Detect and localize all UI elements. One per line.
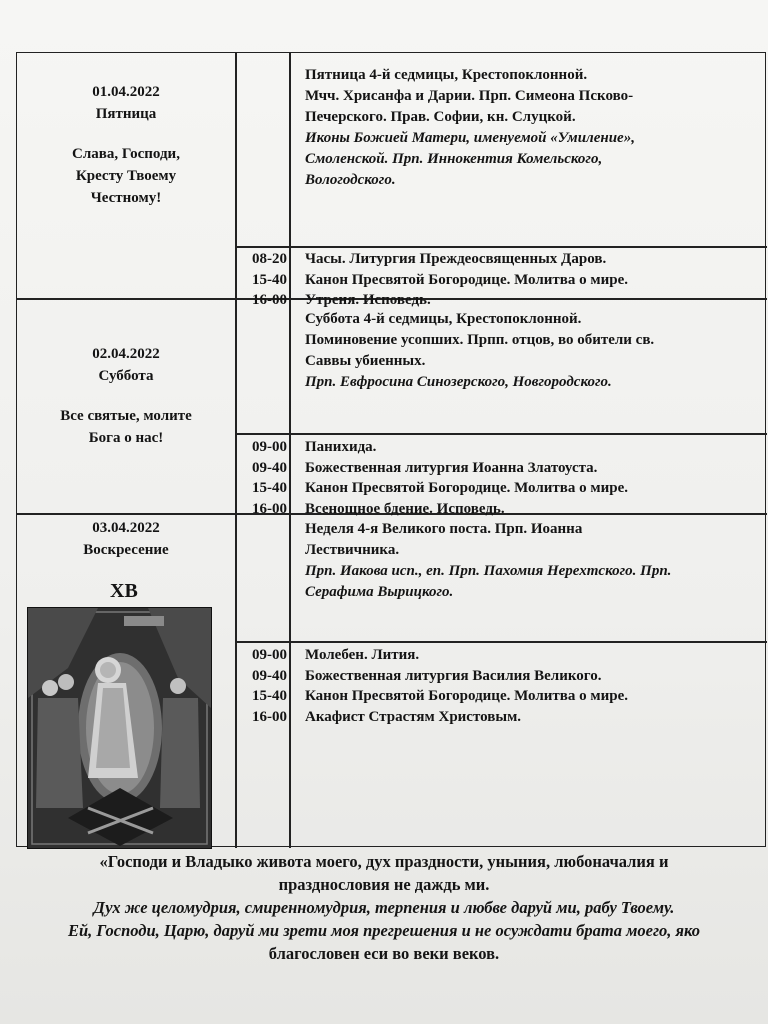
service-title: Божественная литургия Иоанна Златоуста. <box>305 459 598 476</box>
day-2-date-cell <box>17 343 235 449</box>
day-2-times <box>239 437 287 519</box>
day-3-badge: ХВ <box>110 580 138 602</box>
day-3-weekday: Воскресение <box>83 542 169 558</box>
service-title: Утреня. Исповедь. <box>305 292 431 308</box>
service-time: 09-40 <box>252 459 287 476</box>
service-title: Молебен. Лития. <box>305 647 420 663</box>
day-1-services <box>305 249 628 311</box>
feast-line: Неделя 4-я Великого поста. Прп. Иоанна <box>305 521 583 537</box>
service-time: 09-00 <box>252 439 287 455</box>
day-3-times <box>239 645 287 727</box>
feast-italic-line: Серафима Вырицкого. <box>305 584 454 600</box>
day-2-weekday: Суббота <box>98 368 154 384</box>
prayer-line: Ей, Господи, Царю, даруй ми зрети моя прегрешения и не осуждати брата моего, яко <box>67 921 701 940</box>
feast-line: Печерского. Прав. Софии, кн. Слуцкой. <box>305 109 576 125</box>
day-3-services <box>305 645 628 727</box>
day-2-services <box>305 437 628 519</box>
service-title: Канон Пресвятой Богородице. Молитва о мире. <box>305 480 628 496</box>
icon-illustration <box>28 608 211 848</box>
service-time: 09-00 <box>252 647 287 663</box>
day-1-weekday: Пятница <box>95 106 157 122</box>
feast-line: Саввы убиенных. <box>305 353 426 369</box>
service-time: 08-20 <box>252 251 287 267</box>
day-1-prayer-line: Кресту Твоему <box>75 168 177 184</box>
service-title: Акафист Страстям Христовым. <box>305 708 522 725</box>
feast-line: Пятница 4-й седмицы, Крестопоклонной. <box>305 67 588 83</box>
feast-line: Суббота 4-й седмицы, Крестопоклонной. <box>305 311 582 327</box>
day-3-date: 03.04.2022 <box>92 520 160 536</box>
service-time: 15-40 <box>252 271 287 288</box>
service-title: Часы. Литургия Преждеосвященных Даров. <box>305 251 607 267</box>
day-1-feast <box>305 65 760 191</box>
service-time: 16-00 <box>252 500 287 517</box>
day-1-times <box>239 249 287 311</box>
day-2-prayer-line: Все святые, молите <box>60 408 192 424</box>
day-2-feast <box>305 309 760 393</box>
prayer-line: Дух же целомудрия, смиренномудрия, терпения и любве даруй ми, рабу Твоему. <box>93 898 675 917</box>
day-3-feast <box>305 519 760 603</box>
day-2-date: 02.04.2022 <box>92 346 160 362</box>
service-time: 09-40 <box>252 667 287 684</box>
day-3-date-cell <box>17 517 235 561</box>
day-1-prayer-line: Слава, Господи, <box>72 146 180 162</box>
column-divider <box>235 53 237 848</box>
services-separator <box>235 246 767 248</box>
lenten-prayer <box>20 850 748 965</box>
service-title: Всенощное бдение. Исповедь. <box>305 500 505 517</box>
service-time: 15-40 <box>252 480 287 496</box>
service-title: Божественная литургия Василия Великого. <box>305 667 602 684</box>
services-separator <box>235 641 767 643</box>
feast-italic-line: Прп. Евфросина Синозерского, Новгородского. <box>305 374 612 390</box>
feast-line: Лествичника. <box>305 542 400 558</box>
service-time: 16-00 <box>252 292 287 308</box>
day-1-date-cell <box>17 81 235 209</box>
column-divider <box>289 53 291 848</box>
day-2-prayer-line: Бога о нас! <box>88 430 164 446</box>
service-time: 16-00 <box>252 708 287 725</box>
services-separator <box>235 433 767 435</box>
feast-italic-line: Смоленской. Прп. Иннокентия Комельского, <box>305 151 603 167</box>
feast-italic-line: Прп. Иакова исп., еп. Прп. Пахомия Нерехтского. Прп. <box>305 563 672 579</box>
service-title: Канон Пресвятой Богородице. Молитва о мире. <box>305 271 628 288</box>
service-title: Канон Пресвятой Богородице. Молитва о мире. <box>305 688 628 704</box>
day-1-date: 01.04.2022 <box>92 84 160 100</box>
feast-italic-line: Иконы Божией Матери, именуемой «Умиление», <box>305 130 635 146</box>
schedule-table <box>16 52 766 847</box>
prayer-line: «Господи и Владыко живота моего, дух праздности, уныния, любоначалия и <box>99 852 669 871</box>
resurrection-icon-image <box>27 607 212 849</box>
prayer-line: благословен еси во веки веков. <box>268 944 500 963</box>
feast-italic-line: Вологодского. <box>305 172 396 188</box>
service-time: 15-40 <box>252 688 287 704</box>
service-title: Панихида. <box>305 439 377 455</box>
feast-line: Мчч. Хрисанфа и Дарии. Прп. Симеона Псково- <box>305 88 634 104</box>
day-1-prayer-line: Честному! <box>90 190 162 206</box>
feast-line: Поминовение усопших. Прпп. отцов, во обители св. <box>305 332 655 348</box>
prayer-line: празднословия не даждь ми. <box>278 875 490 894</box>
